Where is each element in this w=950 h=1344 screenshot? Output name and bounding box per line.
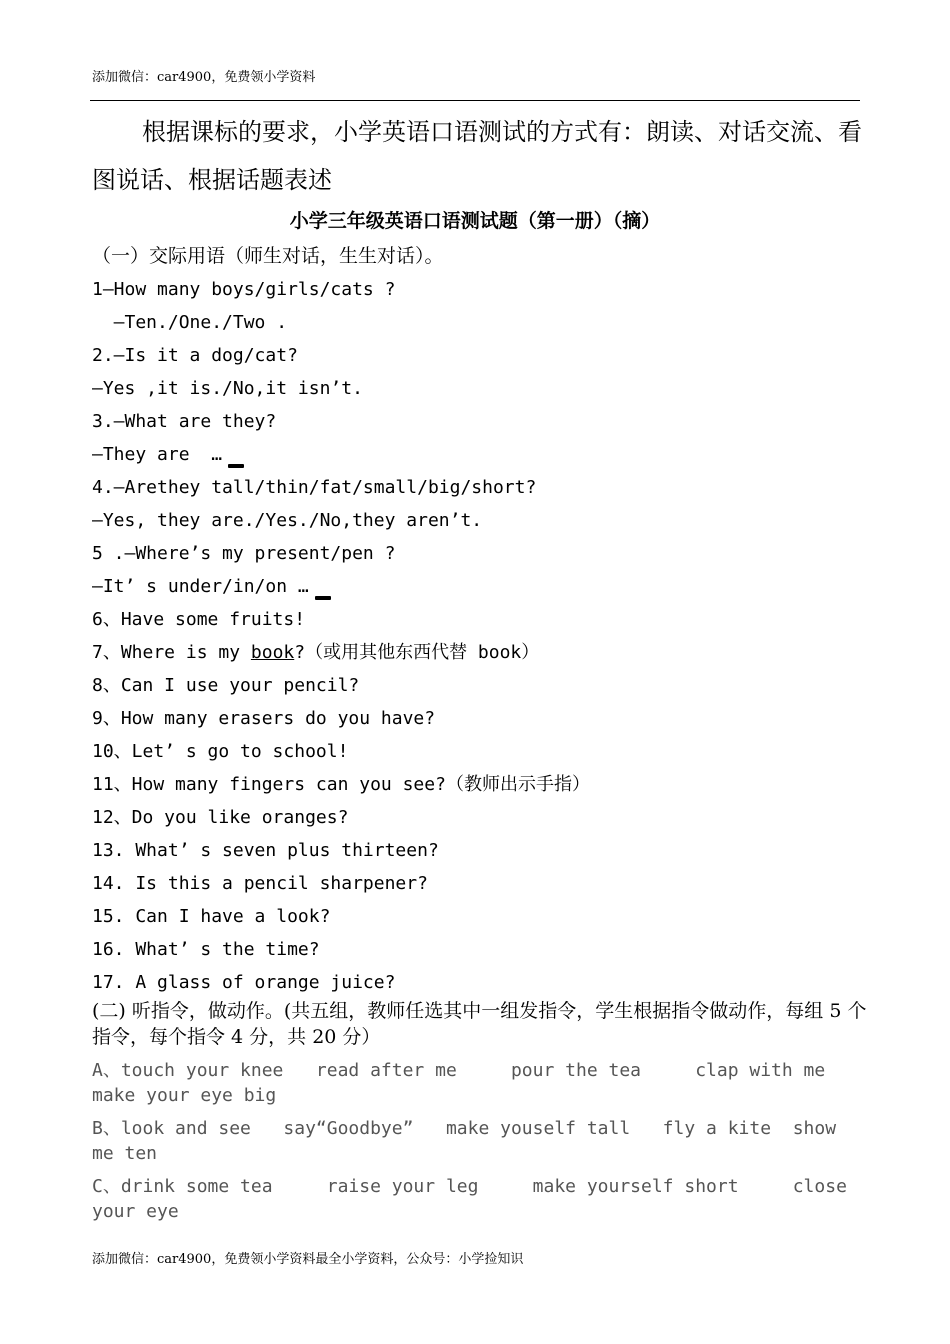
- dialog-line: [92, 636, 882, 669]
- command-group-b: B、look and see say“Goodbye” make youself tall fly a kite show me ten: [92, 1118, 847, 1164]
- underlined-word: book: [250, 642, 295, 663]
- dialog-line: —Ten./One./Two .: [92, 312, 288, 333]
- section2-heading: (二) 听指令，做动作。(共五组，教师任选其中一组发指令，学生根据指令做动作，每组 5 个指令，每个指令 4 分，共 20 分）: [92, 1000, 867, 1048]
- header-divider: [90, 100, 860, 101]
- dialog-line: 15. Can I have a look?: [92, 906, 331, 927]
- dialog-line: 9、How many erasers do you have?: [92, 708, 436, 729]
- dialog-line: 11、How many fingers can you see?（教师出示手指）: [92, 774, 590, 795]
- footer-note: 添加微信：car4900，免费领小学资料最全小学资料，公众号：小学捡知识: [92, 1252, 524, 1267]
- dialog-text: —It’ s under/in/on …: [92, 576, 309, 597]
- dialog-line: 16. What’ s the time?: [92, 939, 320, 960]
- header-note: 添加微信：car4900，免费领小学资料: [92, 70, 316, 85]
- dialog-text: ?（或用其他东西代替 book）: [294, 642, 540, 663]
- dialog-line: 8、Can I use your pencil?: [92, 675, 360, 696]
- dialog-line: 12、Do you like oranges?: [92, 807, 349, 828]
- dialog-line: 2.—Is it a dog/cat?: [92, 345, 298, 366]
- command-group-c: C、drink some tea raise your leg make yourself short close your eye: [92, 1176, 858, 1222]
- dialog-line: 4.—Arethey tall/thin/fat/small/big/short?: [92, 477, 537, 498]
- dialog-line: 10、Let’ s go to school!: [92, 741, 349, 762]
- dialog-line: 6、Have some fruits!: [92, 609, 306, 630]
- dialog-line: —Yes, they are./Yes./No,they aren’t.: [92, 510, 483, 531]
- section1-heading: （一）交际用语（师生对话，生生对话）。: [92, 245, 444, 267]
- dialog-text: —They are …: [92, 444, 223, 465]
- dialog-text: 7、Where is my: [92, 642, 251, 663]
- dialog-line: 14. Is this a pencil sharpener?: [92, 873, 428, 894]
- dialog-line: 5 .—Where’s my present/pen ?: [92, 543, 396, 564]
- dialog-line: 17. A glass of orange juice?: [92, 972, 396, 993]
- dialog-line: [92, 438, 882, 471]
- dialog-line: —Yes ,it is./No,it isn’t.: [92, 378, 363, 399]
- dialog-line: 1—How many boys/girls/cats ?: [92, 279, 396, 300]
- bracket-mark: [315, 596, 331, 600]
- command-group-a: A、touch your knee read after me pour the tea clap with me make your eye big: [92, 1060, 858, 1106]
- intro-paragraph: 根据课标的要求，小学英语口语测试的方式有：朗读、对话交流、看图说话、根据话题表述: [92, 118, 862, 194]
- page-title: 小学三年级英语口语测试题（第一册）（摘）: [289, 210, 661, 232]
- dialog-line: [92, 570, 882, 603]
- dialog-line: 3.—What are they?: [92, 411, 277, 432]
- section1: [92, 240, 882, 999]
- dialog-line: 13. What’ s seven plus thirteen?: [92, 840, 439, 861]
- bracket-mark: [228, 464, 244, 468]
